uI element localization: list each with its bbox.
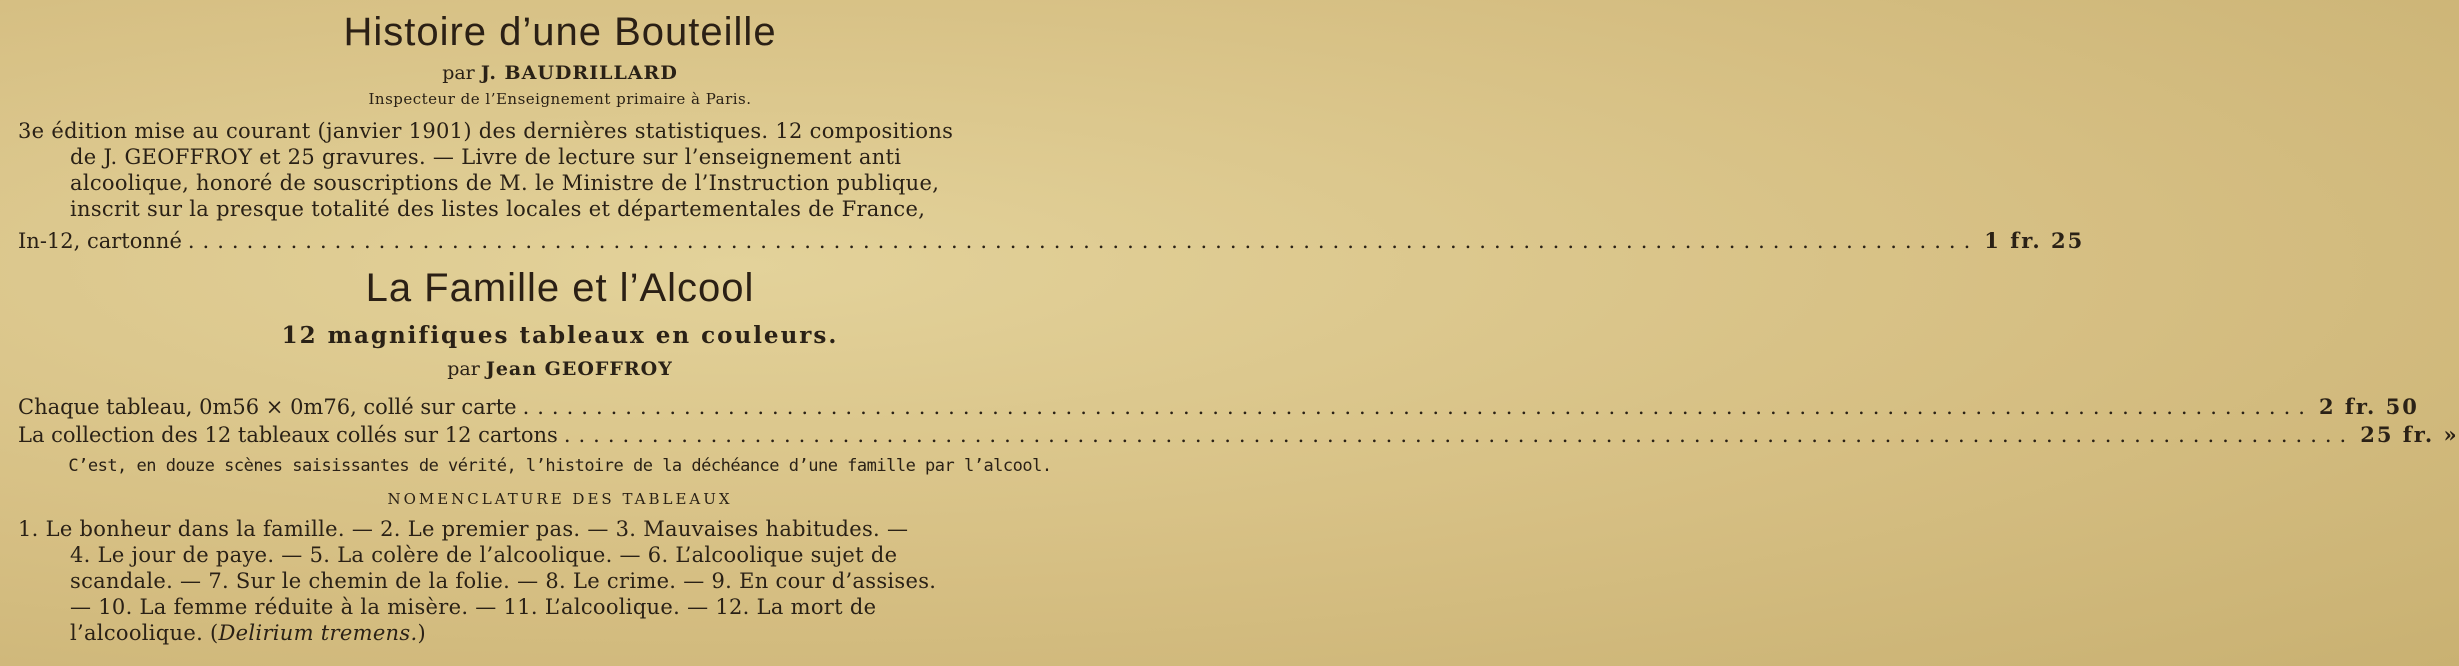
book2-by-prefix: par bbox=[447, 358, 480, 380]
book1-desc-line-3: alcoolique, honoré de souscriptions de M. le Ministre de l’Instruction publique, bbox=[70, 171, 940, 195]
nomenclature-heading: NOMENCLATURE DES TABLEAUX bbox=[387, 490, 733, 508]
nomenclature-line-5 bbox=[70, 620, 426, 646]
book2-item1-price: 2 fr. 50 bbox=[2318, 394, 2419, 419]
nomenclature-line-3: scandale. — 7. Sur le chemin de la folie. — 8. Le crime. — 9. En cour d’assises. bbox=[70, 569, 937, 593]
book2-item2-label: La collection des 12 tableaux collés sur 12 cartons bbox=[18, 423, 558, 447]
book2-item2-price: 25 fr. » bbox=[2360, 422, 2459, 447]
nomenclature-last-italic: Delirium tremens. bbox=[218, 621, 418, 645]
leader-dots: .......................................................................................................................... bbox=[522, 395, 2313, 419]
nomenclature-line-1: 1. Le bonheur dans la famille. — 2. Le premier pas. — 3. Mauvaises habitudes. — bbox=[18, 517, 909, 541]
book1-title: Histoire d’une Bouteille bbox=[343, 10, 777, 54]
book1-desc-line-4: inscrit sur la presque totalité des listes locales et départementales de France, bbox=[70, 197, 926, 221]
leader-dots: .......................................................................................................................... bbox=[563, 423, 2355, 447]
book1-byline bbox=[0, 62, 1120, 84]
book2-title: La Famille et l’Alcool bbox=[365, 266, 755, 310]
book1-price-line bbox=[18, 228, 2085, 253]
book1-author-role: Inspecteur de l’Enseignement primaire à Paris. bbox=[368, 90, 752, 108]
book2-item1-line bbox=[18, 394, 2419, 419]
book2-byline bbox=[0, 358, 1120, 380]
book2-caption: C’est, en douze scènes saisissantes de vérité, l’histoire de la déchéance d’une famille par l’alcool. bbox=[68, 456, 1052, 476]
nomenclature-last-prefix: l’alcoolique. ( bbox=[70, 621, 219, 645]
book2-item2-line bbox=[18, 422, 2459, 447]
book1-desc-line-2: de J. GEOFFROY et 25 gravures. — Livre de lecture sur l’enseignement anti bbox=[70, 145, 902, 169]
book1-by-prefix: par bbox=[442, 62, 475, 84]
book2-subtitle: 12 magnifiques tableaux en couleurs. bbox=[281, 322, 839, 349]
book1-author: J. BAUDRILLARD bbox=[480, 62, 678, 84]
book1-price: 1 fr. 25 bbox=[1984, 228, 2085, 253]
nomenclature-last-suffix: ) bbox=[417, 621, 426, 645]
book1-format: In-12, cartonné bbox=[18, 229, 182, 253]
book2-item1-label: Chaque tableau, 0m56 × 0m76, collé sur carte bbox=[18, 395, 517, 419]
book1-desc-line-1: 3e édition mise au courant (janvier 1901) des dernières statistiques. 12 compositions bbox=[18, 119, 954, 143]
book2-author: Jean GEOFFROY bbox=[485, 358, 673, 380]
nomenclature-line-4: — 10. La femme réduite à la misère. — 11. L’alcoolique. — 12. La mort de bbox=[70, 595, 877, 619]
leader-dots: .......................................................................................................................... bbox=[187, 229, 1979, 253]
nomenclature-line-2: 4. Le jour de paye. — 5. La colère de l’alcoolique. — 6. L’alcoolique sujet de bbox=[70, 543, 898, 567]
